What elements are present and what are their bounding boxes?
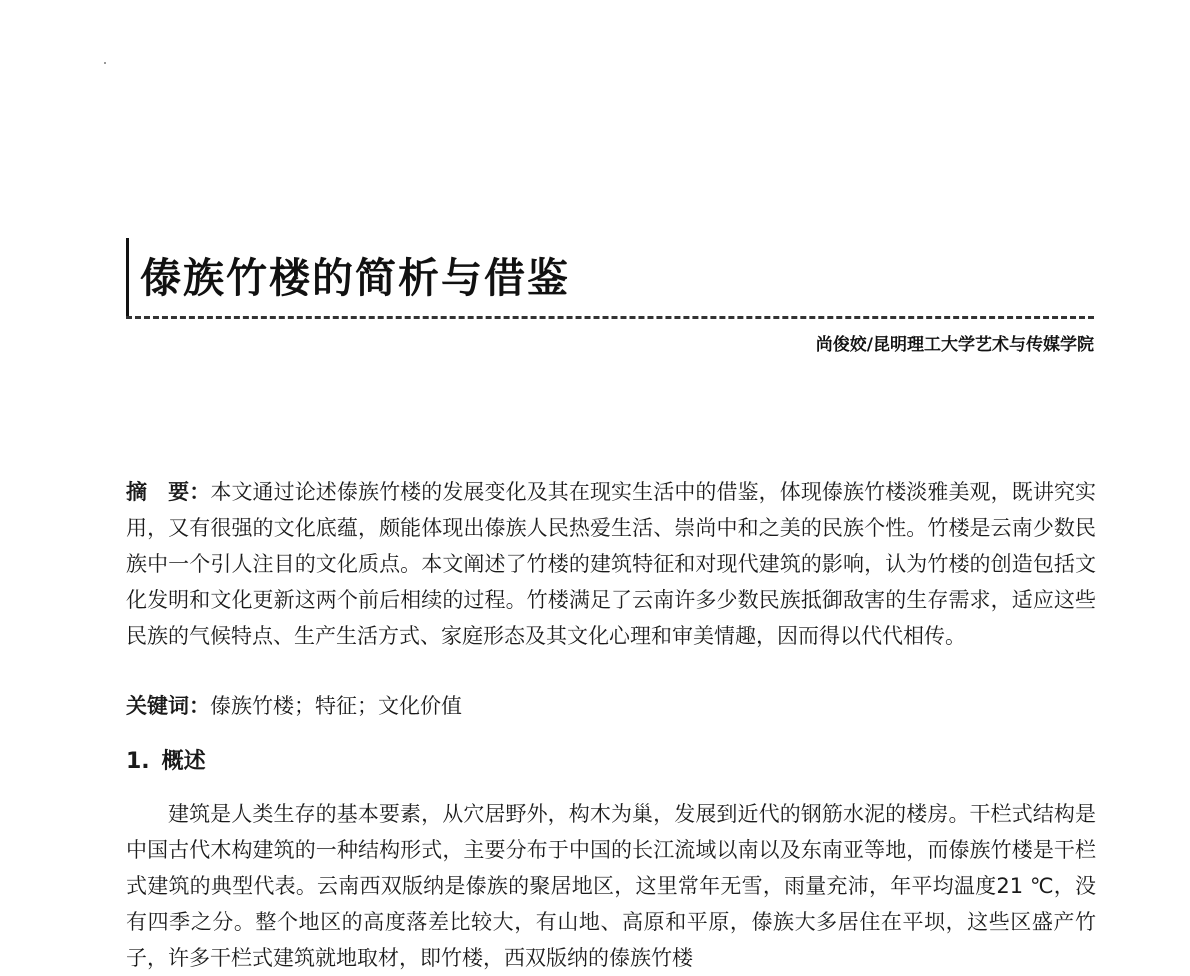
title-accent-bar — [126, 238, 129, 318]
keywords-text: 傣族竹楼；特征；文化价值 — [210, 694, 462, 718]
keywords-label: 关键词： — [126, 694, 210, 718]
article-title: 傣族竹楼的简析与借鉴 — [140, 254, 570, 302]
abstract-text: 本文通过论述傣族竹楼的发展变化及其在现实生活中的借鉴，体现傣族竹楼淡雅美观，既讲究实用，又有很强的文化底蕴，颇能体现出傣族人民热爱生活、崇尚中和之美的民族个性。竹楼是云南少数民族中一个引人注目的文化质点。本文阐述了竹楼的建筑特征和对现代建筑的影响，认为竹楼的创造包括文化发明和文化更新这两个前后相续的过程。竹楼满足了云南许多少数民族抵御敌害的生存需求，适应这些民族的气候特点、生产生活方式、家庭形态及其文化心理和审美情趣，因而得以代代相传。 — [126, 480, 1096, 648]
section-title: 概述 — [161, 749, 206, 774]
keywords — [126, 688, 1096, 724]
abstract — [126, 474, 1096, 654]
scan-speck — [104, 62, 106, 64]
abstract-label: 摘 要： — [126, 480, 211, 504]
section-paragraph: 建筑是人类生存的基本要素，从穴居野外，构木为巢，发展到近代的钢筋水泥的楼房。干栏式结构是中国古代木构建筑的一种结构形式，主要分布于中国的长江流域以南以及东南亚等地，而傣族竹楼是干栏式建筑的典型代表。云南西双版纳是傣族的聚居地区，这里常年无雪，雨量充沛，年平均温度21 ℃，没有四季之分。整个地区的高度落差比较大，有山地、高原和平原，傣族大多居住在平坝，这些区盛产竹子，许多干栏式建筑就地取材，即竹楼，西双版纳的傣族竹楼 — [126, 802, 1096, 970]
title-divider — [126, 316, 1094, 319]
section-number: 1. — [126, 749, 150, 774]
author-affiliation: 尚俊姣/昆明理工大学艺术与传媒学院 — [815, 335, 1094, 355]
section-heading — [126, 744, 206, 780]
title-block — [126, 238, 1096, 320]
